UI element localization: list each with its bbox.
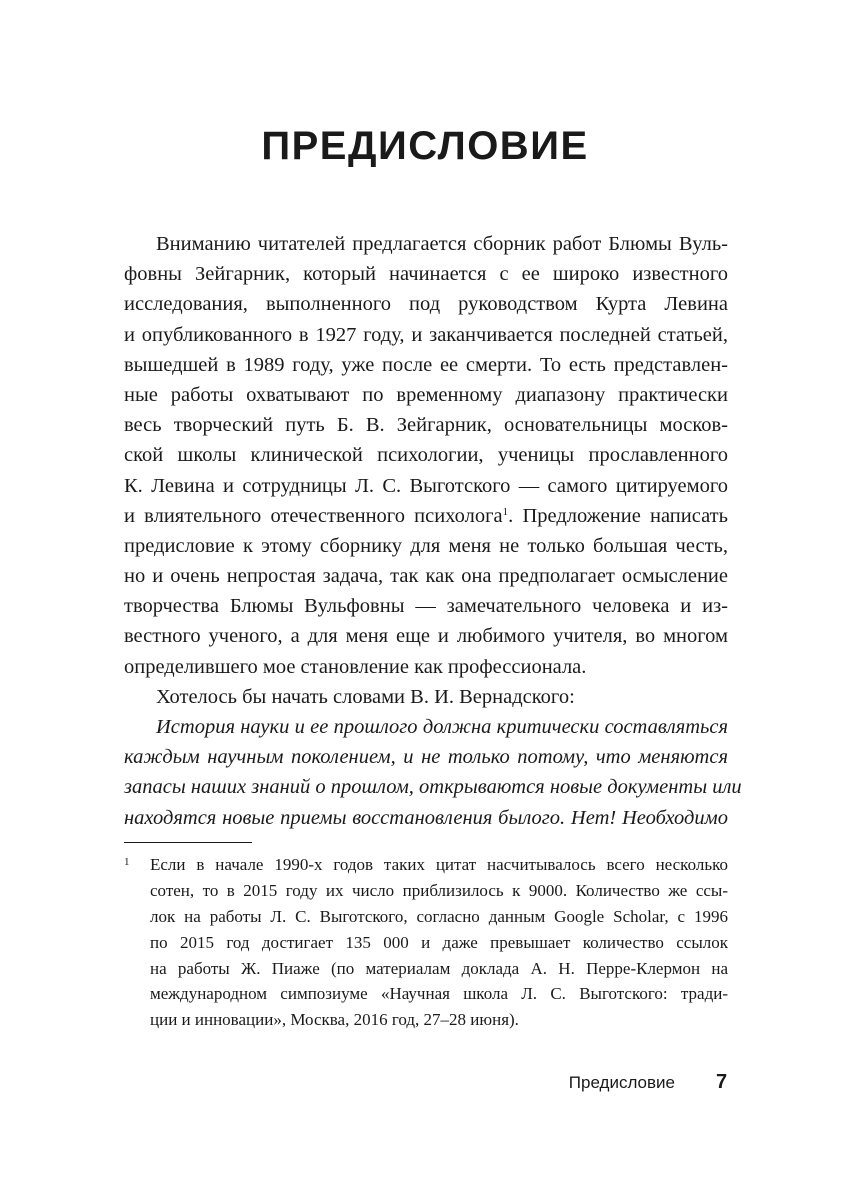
text-line: но и очень непростая задача, так как она предполагает осмысление <box>124 565 728 588</box>
text-line: предисловие к этому сборнику для меня не только большая честь, <box>124 534 728 557</box>
text-line: вестного ученого, а для меня еще и любимого учителя, во многом <box>124 625 728 648</box>
running-head: Предисловие <box>568 1073 675 1092</box>
page-number: 7 <box>716 1071 728 1093</box>
text-line: Вниманию читателей предлагается сборник работ Блюмы Вуль- <box>156 233 728 255</box>
text-fragment: . Предложение написать <box>508 504 728 527</box>
footnote-line: по 2015 год достигает 135 000 и даже превышает количество ссылок <box>150 932 728 952</box>
footnote-marker: 1 <box>124 856 130 868</box>
footnote-line: сотен, то в 2015 году их число приблизилось к 9000. Количество же ссы- <box>150 880 728 900</box>
footnote-line: ции и инновации», Москва, 2016 год, 27–28 июня). <box>150 1010 519 1030</box>
quote-line: каждым научным поколением, и не только потому, что меняются <box>124 746 728 769</box>
footnote-divider <box>124 842 252 843</box>
text-line: определившего мое становление как профессионала. <box>124 655 587 678</box>
footnote-ref[interactable]: 1 <box>502 505 509 518</box>
footnote-line: международном симпозиуме «Научная школа Л. С. Выготского: тради- <box>150 984 728 1004</box>
text-line: ской школы клинической психологии, ученицы прославленного <box>124 444 728 467</box>
text-line: ные работы охватывают по временному диапазону практически <box>124 383 728 406</box>
text-line: фовны Зейгарник, который начинается с ее широко известного <box>124 263 728 286</box>
text-line: исследования, выполненного под руководством Курта Левина <box>124 293 728 316</box>
quote-line: запасы наших знаний о прошлом, открываются новые документы или <box>124 776 742 799</box>
quote-line: находятся новые приемы восстановления былого. Нет! Необходимо <box>124 806 728 829</box>
text-line: Хотелось бы начать словами В. И. Вернадского: <box>156 685 575 708</box>
text-line: весь творческий путь Б. В. Зейгарник, основательницы москов- <box>124 414 728 437</box>
footnote-line: на работы Ж. Пиаже (по материалам доклада А. Н. Перре-Клермон на <box>150 958 728 978</box>
body-text <box>124 229 742 833</box>
text-line-with-footnote-ref <box>124 501 728 531</box>
footnote-line: Если в начале 1990-х годов таких цитат насчитывалось всего несколько <box>150 855 728 874</box>
text-fragment: и влиятельного отечественного психолога <box>124 504 503 527</box>
text-line: и опубликованного в 1927 году, и заканчивается последней статьей, <box>124 323 728 346</box>
footnote <box>124 852 728 1033</box>
quote-line: История науки и ее прошлого должна критически составляться <box>156 716 728 738</box>
page-title: ПРЕДИСЛОВИЕ <box>261 124 589 168</box>
text-line: К. Левина и сотрудницы Л. С. Выготского — самого цитируемого <box>124 474 728 497</box>
footnote-line: лок на работы Л. С. Выготского, согласно данным Google Scholar, с 1996 <box>150 906 728 926</box>
text-line: вышедшей в 1989 году, уже после ее смерти. То есть представлен- <box>124 353 728 376</box>
text-line: творчества Блюмы Вульфовны — замечательного человека и из- <box>124 595 728 618</box>
